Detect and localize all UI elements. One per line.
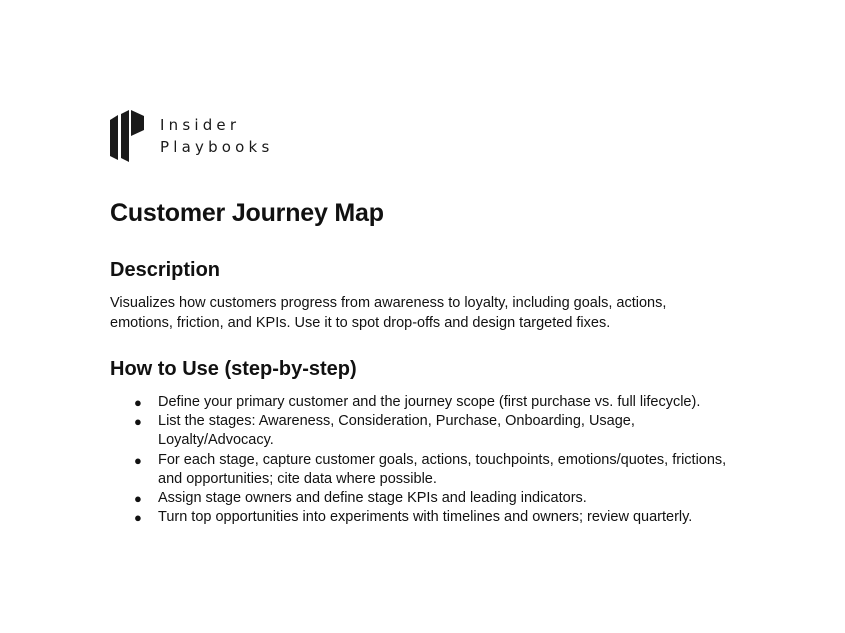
step-text: Assign stage owners and define stage KPIs and leading indicators. (158, 490, 587, 507)
page-title: Customer Journey Map (110, 199, 384, 227)
bullet-icon: ● (134, 491, 142, 507)
insider-playbooks-logo (110, 110, 273, 162)
logo-wordmark (160, 114, 273, 158)
step-text: List the stages: Awareness, Consideration, Purchase, Onboarding, Usage, Loyalty/Advocacy. (158, 413, 635, 449)
bullet-icon: ● (134, 414, 142, 430)
list-item (110, 489, 750, 508)
description-heading: Description (110, 259, 221, 281)
list-item (110, 412, 750, 450)
step-text: For each stage, capture customer goals, actions, touchpoints, emotions/quotes, frictions, and opportunities; cite data where possible. (158, 451, 727, 487)
bullet-icon: ● (134, 452, 142, 468)
description-text: Visualizes how customers progress from awareness to loyalty, including goals, actions, emotions, friction, and KPIs. Use it to spot drop-offs and design targeted fixes. (110, 295, 667, 331)
step-text: Define your primary customer and the journey scope (first purchase vs. full lifecycle). (158, 394, 701, 410)
list-item (110, 451, 750, 489)
step-text: Turn top opportunities into experiments with timelines and owners; review quarterly. (158, 509, 693, 526)
how-to-use-heading: How to Use (step-by-step) (110, 358, 357, 380)
logo-line-1: Insider (160, 116, 241, 134)
list-item (110, 393, 750, 412)
logo-line-2: Playbooks (160, 138, 274, 156)
list-item (110, 508, 750, 527)
bullet-icon: ● (134, 395, 142, 410)
steps-list (110, 393, 750, 527)
bullet-icon: ● (134, 510, 142, 526)
ip-logo-icon (110, 110, 144, 162)
